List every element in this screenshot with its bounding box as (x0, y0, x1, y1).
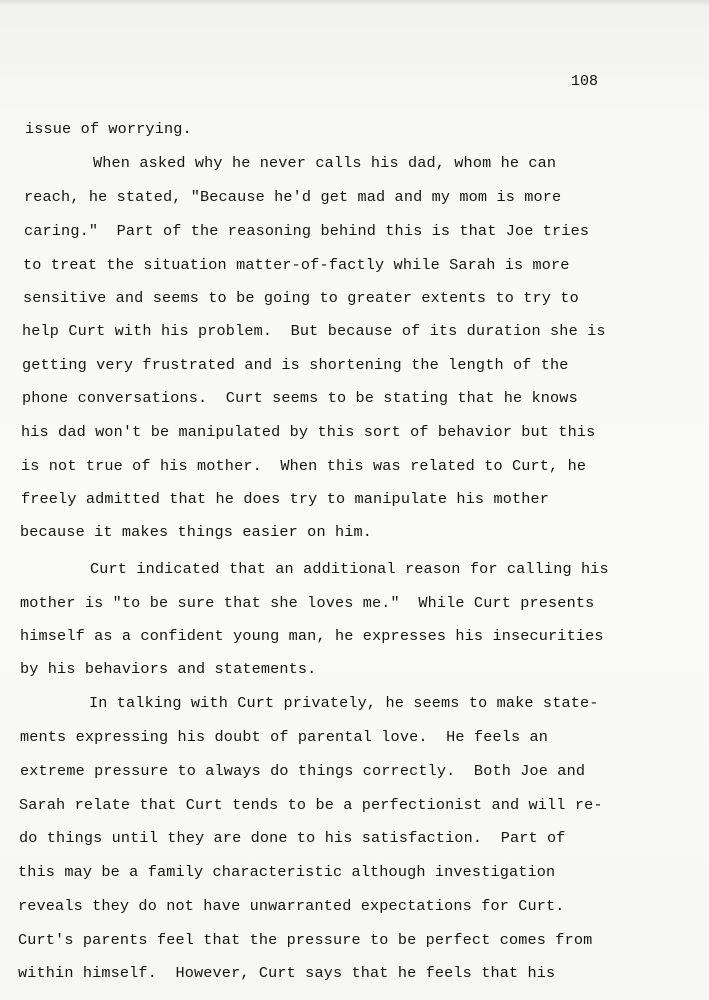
page-number: 108 (571, 73, 599, 90)
text-line: reveals they do not have unwarranted expectations for Curt. (18, 897, 565, 915)
text-line: sensitive and seems to be going to greater extents to try to (23, 289, 579, 307)
text-line: to treat the situation matter-of-factly while Sarah is more (23, 256, 570, 274)
text-line: In talking with Curt privately, he seems to make state- (89, 694, 599, 712)
text-line: Curt's parents feel that the pressure to be perfect comes from (18, 931, 593, 949)
text-line: getting very frustrated and is shortening the length of the (22, 356, 569, 374)
text-line: freely admitted that he does try to manipulate his mother (21, 490, 550, 508)
text-line: extreme pressure to always do things correctly. Both Joe and (20, 762, 586, 780)
text-line: reach, he stated, "Because he'd get mad and my mom is more (24, 188, 562, 206)
text-line: Curt indicated that an additional reason for calling his (90, 560, 609, 578)
text-line: mother is "to be sure that she loves me." While Curt presents (20, 594, 595, 612)
text-line: phone conversations. Curt seems to be stating that he knows (22, 389, 578, 407)
text-line: by his behaviors and statements. (20, 660, 317, 678)
text-line: When asked why he never calls his dad, whom he can (93, 154, 557, 172)
text-line: himself as a confident young man, he expresses his insecurities (20, 627, 604, 645)
text-line: his dad won't be manipulated by this sort of behavior but this (21, 423, 596, 441)
scan-edge-shadow (0, 0, 709, 6)
text-line: help Curt with his problem. But because of its duration she is (22, 322, 606, 340)
text-line: is not true of his mother. When this was related to Curt, he (21, 457, 587, 475)
text-line: because it makes things easier on him. (20, 523, 373, 541)
text-line: issue of worrying. (25, 120, 192, 138)
text-line: do things until they are done to his satisfaction. Part of (19, 829, 566, 847)
text-line: within himself. However, Curt says that he feels that his (18, 964, 556, 982)
text-line: ments expressing his doubt of parental love. He feels an (20, 728, 549, 746)
text-line: this may be a family characteristic although investigation (18, 863, 556, 881)
text-line: caring." Part of the reasoning behind this is that Joe tries (24, 222, 590, 240)
text-line: Sarah relate that Curt tends to be a perfectionist and will re- (19, 796, 603, 814)
